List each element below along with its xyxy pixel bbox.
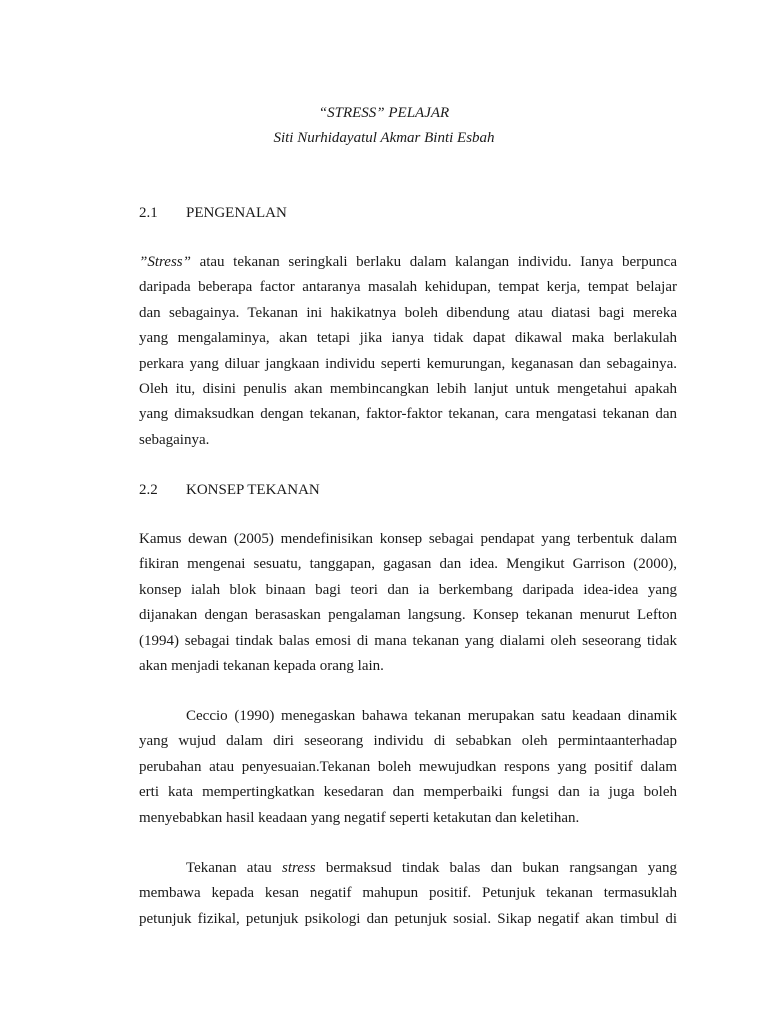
- paragraph-konsep-1: [139, 527, 677, 679]
- paragraph-line: petunjuk fizikal, petunjuk psikologi dan petunjuk sosial. Sikap negatif akan timbul di: [139, 910, 677, 927]
- paragraph-line: perubahan atau penyesuaian.Tekanan boleh mewujudkan respons yang positif dalam: [139, 758, 677, 775]
- paragraph-line: sebagainya.: [139, 431, 210, 448]
- paragraph-line: yang wujud dalam diri seseorang individu di sebabkan oleh permintaanterhadap: [139, 733, 677, 750]
- paragraph-line: daripada beberapa factor antaranya masalah kehidupan, tempat kerja, tempat belajar: [139, 279, 677, 296]
- paragraph-pengenalan: [139, 250, 677, 453]
- section-number: 2.2: [139, 482, 158, 498]
- section-heading-pengenalan: [139, 203, 287, 223]
- paragraph-konsep-3: [139, 856, 677, 932]
- document-title: “STRESS” PELAJAR: [318, 105, 450, 121]
- italic-term: ”Stress”: [139, 254, 191, 270]
- paragraph-line-indented: Tekanan atau stress bermaksud tindak balas dan bukan rangsangan yang: [186, 860, 677, 876]
- section-heading-konsep-tekanan: [139, 480, 320, 500]
- paragraph-line: membawa kepada kesan negatif mahupun positif. Petunjuk tekanan termasuklah: [139, 885, 677, 902]
- italic-term: stress: [282, 860, 316, 876]
- section-title: PENGENALAN: [186, 205, 287, 221]
- paragraph-line: dijanakan dengan berasaskan pengalaman langsung. Konsep tekanan menurut Lefton: [139, 607, 677, 624]
- paragraph-line: akan menjadi tekanan kepada orang lain.: [139, 657, 384, 674]
- paragraph-line: ”Stress” atau tekanan seringkali berlaku dalam kalangan individu. Ianya berpunca: [139, 254, 677, 270]
- paragraph-line: erti kata mempertingkatkan kesedaran dan memperbaiki fungsi dan ia juga boleh: [139, 784, 677, 801]
- paragraph-line: yang mengalaminya, akan tetapi jika ianya tidak dapat dikawal maka berlakulah: [139, 330, 677, 347]
- paragraph-line: (1994) sebagai tindak balas emosi di mana tekanan yang dialami oleh seseorang tidak: [139, 632, 677, 649]
- paragraph-line: Kamus dewan (2005) mendefinisikan konsep sebagai pendapat yang terbentuk dalam: [139, 531, 677, 547]
- section-title: KONSEP TEKANAN: [186, 482, 320, 498]
- paragraph-line: fikiran mengenai sesuatu, tanggapan, gagasan dan idea. Mengikut Garrison (2000),: [139, 556, 677, 573]
- paragraph-konsep-2: [139, 704, 677, 831]
- section-number: 2.1: [139, 205, 158, 221]
- paragraph-line: yang dimaksudkan dengan tekanan, faktor-faktor tekanan, cara mengatasi tekanan dan: [139, 406, 677, 423]
- paragraph-line: perkara yang diluar jangkaan individu seperti kemurungan, keganasan dan sebagainya.: [139, 355, 677, 372]
- paragraph-line-indented: Ceccio (1990) menegaskan bahawa tekanan merupakan satu keadaan dinamik: [186, 708, 677, 724]
- paragraph-line: Oleh itu, disini penulis akan membincangkan lebih lanjut untuk mengetahui apakah: [139, 380, 677, 397]
- document-author: Siti Nurhidayatul Akmar Binti Esbah: [273, 130, 495, 146]
- paragraph-line: menyebabkan hasil keadaan yang negatif seperti ketakutan dan keletihan.: [139, 809, 580, 826]
- paragraph-line: dan sebagainya. Tekanan ini hakikatnya boleh dibendung atau diatasi bagi mereka: [139, 304, 677, 321]
- paragraph-line: konsep ialah blok binaan bagi teori dan ia berkembang daripada idea-idea yang: [139, 581, 677, 598]
